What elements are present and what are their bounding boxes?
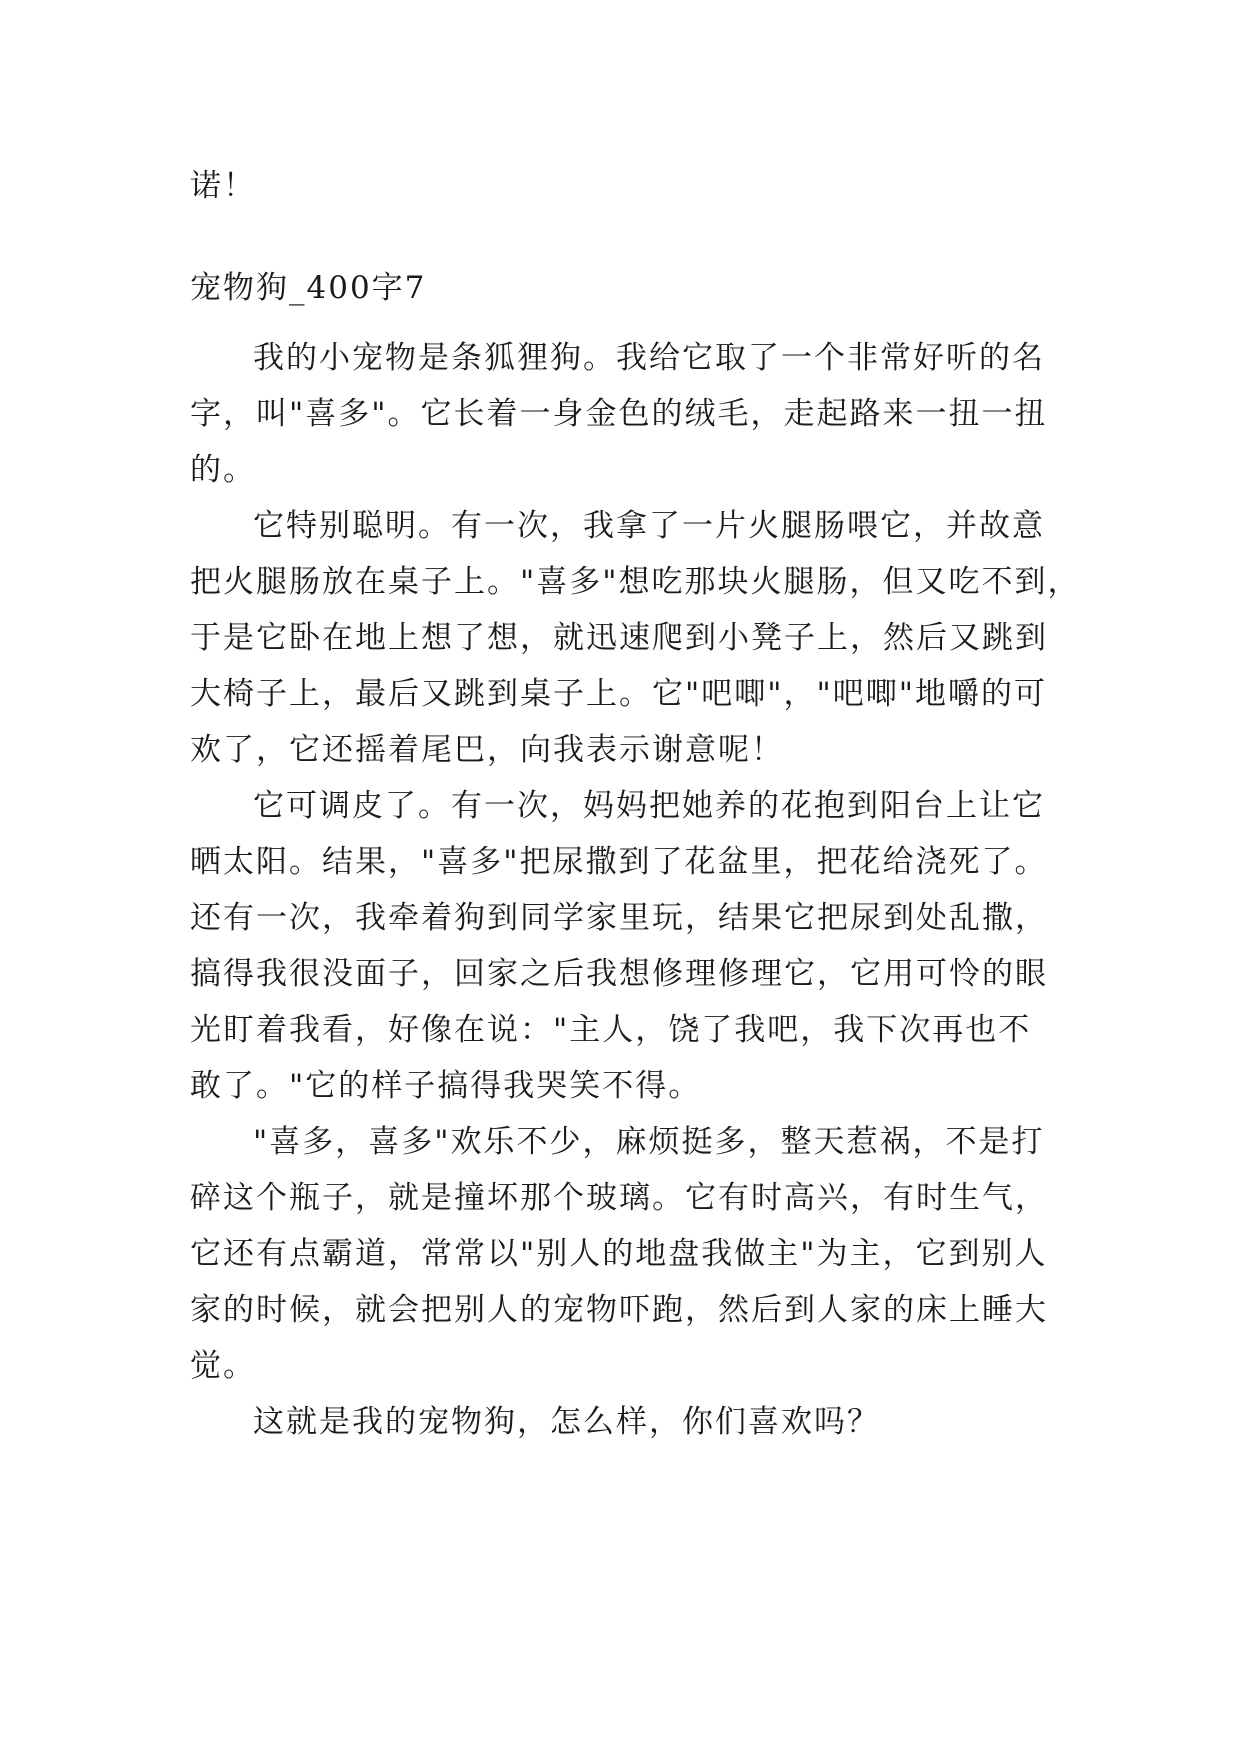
- text-line: 我的小宠物是条狐狸狗。我给它取了一个非常好听的名: [253, 340, 1045, 376]
- text-line: 还有一次，我牵着狗到同学家里玩，结果它把尿到处乱撒，: [190, 900, 1048, 936]
- fragment-end: 诺！: [190, 168, 256, 204]
- text-line: 把火腿肠放在桌子上。"喜多"想吃那块火腿肠，但又吃不到，: [190, 564, 1081, 600]
- text-line: 晒太阳。结果，"喜多"把尿撒到了花盆里，把花给浇死了。: [190, 844, 1048, 880]
- text-line: 于是它卧在地上想了想，就迅速爬到小凳子上，然后又跳到: [190, 620, 1048, 656]
- text-line: "喜多，喜多"欢乐不少，麻烦挺多，整天惹祸，不是打: [253, 1124, 1045, 1160]
- text-line: 大椅子上，最后又跳到桌子上。它"吧唧"，"吧唧"地嚼的可: [190, 676, 1048, 712]
- text-line: 欢了，它还摇着尾巴，向我表示谢意呢！: [190, 732, 784, 768]
- text-line: 的。: [190, 452, 256, 488]
- text-line: 它还有点霸道，常常以"别人的地盘我做主"为主，它到别人: [190, 1236, 1048, 1272]
- text-line: 敢了。"它的样子搞得我哭笑不得。: [190, 1068, 702, 1104]
- text-line: 它可调皮了。有一次，妈妈把她养的花抱到阳台上让它: [253, 788, 1045, 824]
- text-line: 这就是我的宠物狗，怎么样，你们喜欢吗？: [253, 1404, 880, 1440]
- text-line: 它特别聪明。有一次，我拿了一片火腿肠喂它，并故意: [253, 508, 1045, 544]
- text-line: 光盯着我看，好像在说："主人，饶了我吧，我下次再也不: [190, 1012, 1032, 1048]
- text-line: 字，叫"喜多"。它长着一身金色的绒毛，走起路来一扭一扭: [190, 396, 1048, 432]
- text-line: 家的时候，就会把别人的宠物吓跑，然后到人家的床上睡大: [190, 1292, 1048, 1328]
- text-line: 觉。: [190, 1348, 256, 1384]
- section-title: 宠物狗_400字7: [190, 270, 427, 306]
- text-line: 碎这个瓶子，就是撞坏那个玻璃。它有时高兴，有时生气，: [190, 1180, 1048, 1216]
- text-line: 搞得我很没面子，回家之后我想修理修理它，它用可怜的眼: [190, 956, 1048, 992]
